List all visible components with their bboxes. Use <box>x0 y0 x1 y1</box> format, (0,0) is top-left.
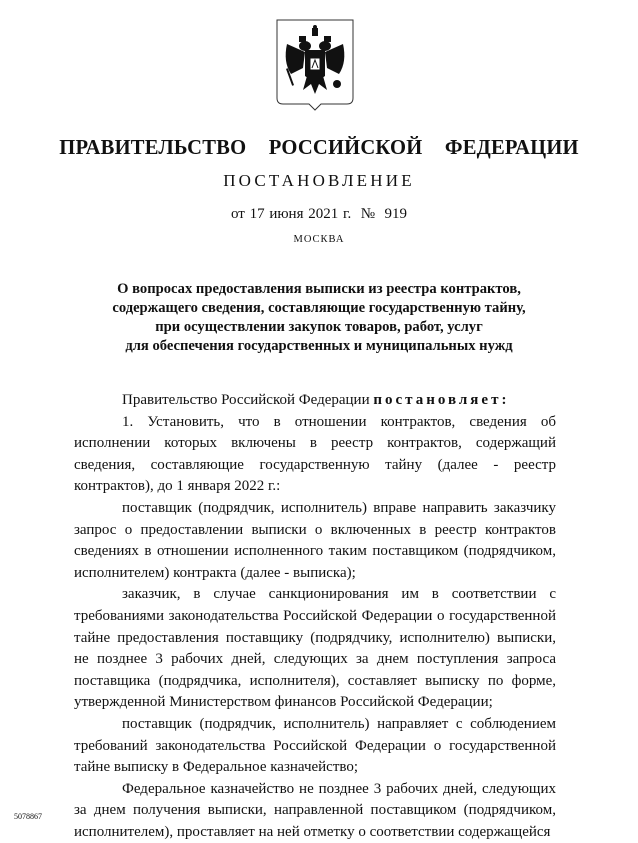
russian-coat-of-arms-icon <box>275 18 355 114</box>
resolves-emphasis: постановляет: <box>373 392 510 408</box>
subject-line: О вопросах предоставления выписки из реестра контрактов, <box>117 281 521 297</box>
body-paragraph: 1. Установить, что в отношении контрактов, сведения об исполнении которых включены в реестр контрактов, содержащий сведения, составляющие государственную тайну (далее - реестр контрактов), до 1 января 2022 г.: <box>74 413 556 495</box>
document-type: ПОСТАНОВЛЕНИЕ <box>223 171 415 190</box>
body-paragraph: Федеральное казначейство не позднее 3 рабочих дней, следующих за днем получения выписки, направленной поставщиком (подрядчиком, исполнителем), проставляет на ней отметку о соответствии содержащейся <box>74 780 556 840</box>
intro-text: Правительство Российской Федерации <box>122 392 374 408</box>
intro-paragraph <box>74 390 556 412</box>
footer-document-code: 5078867 <box>14 812 42 821</box>
subject-line: содержащего сведения, составляющие государственную тайну, <box>112 300 526 316</box>
government-title: ПРАВИТЕЛЬСТВО РОССИЙСКОЙ ФЕДЕРАЦИИ <box>59 135 579 159</box>
document-subject <box>80 280 558 356</box>
subject-line: для обеспечения государственных и муниципальных нужд <box>125 338 513 354</box>
body-paragraph: поставщик (подрядчик, исполнитель) направляет с соблюдением требований законодательства Российской Федерации о государственной тайне выписку в Федеральное казначейство; <box>74 715 556 776</box>
document-city: МОСКВА <box>293 234 345 245</box>
body-paragraph: заказчик, в случае санкционирования им в соответствии с требованиями законодательства Российской Федерации о государственной тайне предоставления поставщику (подрядчику, исполнителю) выписки, не позднее 3 рабочих дней, следующих за днем поступления запроса поставщика (подрядчика, исполнителя), составляет выписку по форме, утвержденной Министерством финансов Российской Федерации; <box>74 586 556 711</box>
document-body <box>74 390 556 843</box>
body-paragraph: поставщик (подрядчик, исполнитель) вправе направить заказчику запрос о предоставлении выписки о включенных в реестр контрактов сведениях в отношении исполненного таким поставщиком (подрядчиком, исполнителем) контракта (далее - выписка); <box>74 499 556 581</box>
subject-line: при осуществлении закупок товаров, работ, услуг <box>155 319 483 335</box>
document-date-number: от 17 июня 2021 г. № 919 <box>230 206 408 222</box>
